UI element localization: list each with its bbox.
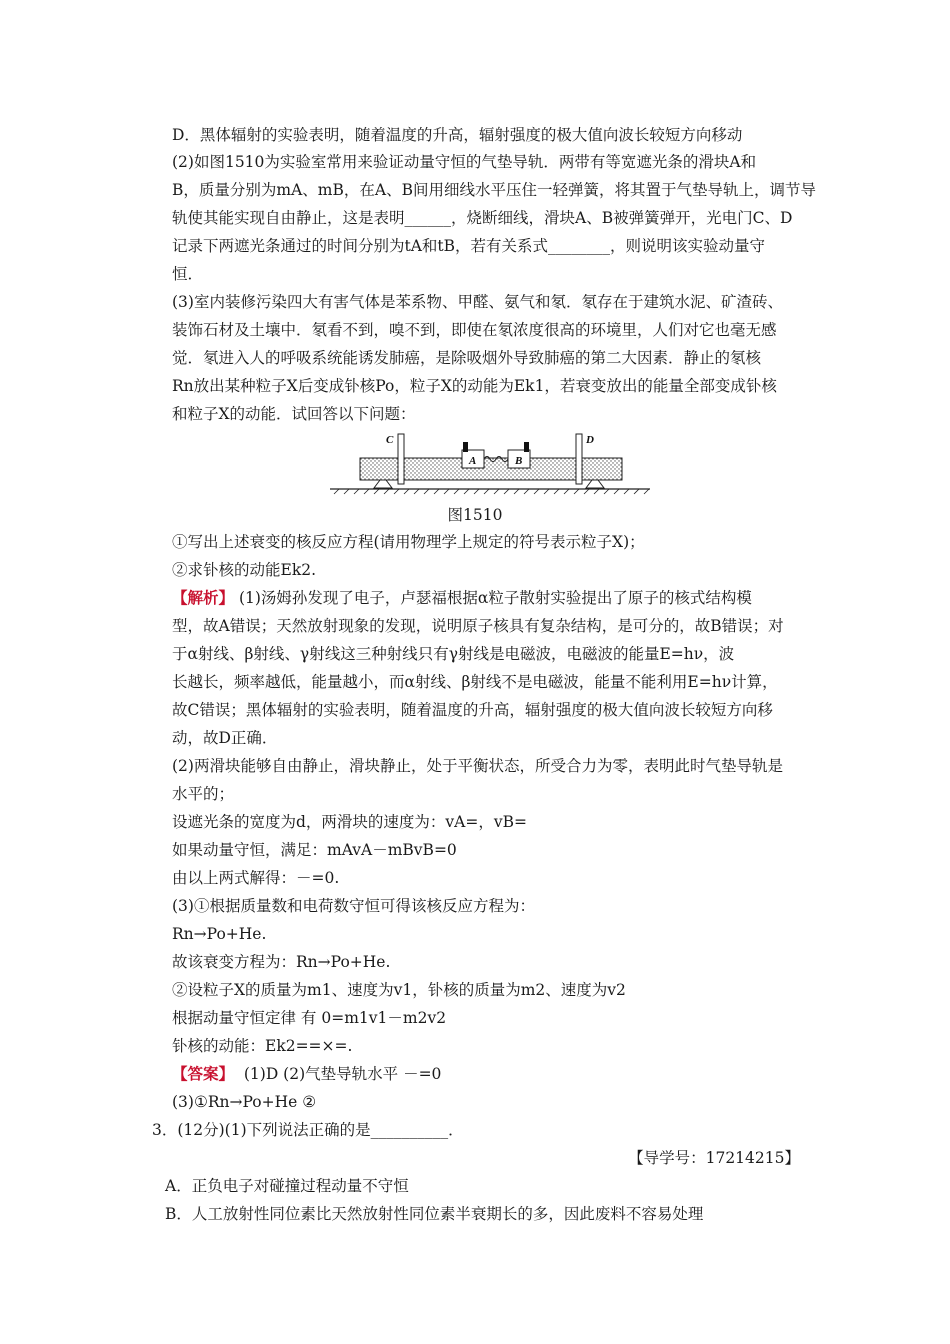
analysis-line: 如果动量守恒，满足：mAvA－mBvB=0 [172, 841, 457, 859]
label-c: C [386, 434, 394, 446]
answer-line: (3)①Rn→Po+He ② [172, 1093, 317, 1111]
label-b: B [515, 455, 523, 467]
text-line: 轨使其能实现自由静止，这是表明______，烧断细线，滑块A、B被弹簧弹开，光电门C、D [172, 209, 793, 227]
answer-text: (1)D (2)气垫导轨水平 －=0 [243, 1065, 442, 1083]
label-a: A [469, 455, 477, 467]
analysis-line: (2)两滑块能够自由静止，滑块静止，处于平衡状态，所受合力为零，表明此时气垫导轨是 [172, 757, 783, 775]
answer-tag: 【答案】 [172, 1064, 235, 1083]
analysis-line [172, 588, 752, 608]
label-d: D [586, 434, 594, 446]
analysis-line: 于α射线、β射线、γ射线这三种射线只有γ射线是电磁波，电磁波的能量E=hν，波 [172, 645, 735, 663]
guide-number: 【导学号：17214215】 [628, 1149, 800, 1167]
figure-caption: 图1510 [447, 506, 503, 524]
analysis-tag: 【解析】 [172, 588, 235, 607]
analysis-line: 设遮光条的宽度为d，两滑块的速度为：vA=，vB= [172, 813, 527, 831]
analysis-line: 根据动量守恒定律 有 0=m1v1－m2v2 [172, 1009, 447, 1027]
text-line: (2)如图1510为实验室常用来验证动量守恒的气垫导轨．两带有等宽遮光条的滑块A和 [172, 153, 757, 171]
text-line: 觉．氡进入人的呼吸系统能诱发肺癌，是除吸烟外导致肺癌的第二大因素．静止的氡核 [172, 349, 762, 367]
analysis-line: 由以上两式解得：－=0. [172, 869, 340, 887]
text-line: 恒． [172, 265, 204, 283]
analysis-line: 长越长，频率越低，能量越小，而α射线、β射线不是电磁波，能量不能利用E=hν计算， [172, 673, 778, 691]
text-line: B，质量分别为mA、mB，在A、B间用细线水平压住一轻弹簧，将其置于气垫导轨上，调节导 [172, 181, 816, 199]
option-a: A．正负电子对碰撞过程动量不守恒 [165, 1177, 409, 1195]
analysis-line: 钋核的动能：Ek2==×=. [172, 1037, 353, 1055]
analysis-line: (3)①根据质量数和电荷数守恒可得该核反应方程为： [172, 897, 535, 915]
analysis-text: (1)汤姆孙发现了电子，卢瑟福根据α粒子散射实验提出了原子的核式结构模 [238, 589, 752, 607]
analysis-line: 水平的； [172, 785, 235, 803]
option-b: B．人工放射性同位素比天然放射性同位素半衰期长的多，因此废料不容易处理 [165, 1205, 704, 1223]
analysis-line: 动，故D正确． [172, 729, 278, 747]
text-line: 记录下两遮光条通过的时间分别为tA和tB，若有关系式________，则说明该实验动量守 [172, 237, 766, 255]
air-track-figure [330, 428, 650, 498]
analysis-line: ②设粒子X的质量为m1、速度为v1，钋核的质量为m2、速度为v2 [172, 981, 626, 999]
text-line: Rn放出某种粒子X后变成钋核Po，粒子X的动能为Ek1，若衰变放出的能量全部变成钋核 [172, 377, 777, 395]
answer-line [172, 1064, 441, 1084]
analysis-line: 故C错误；黑体辐射的实验表明，随着温度的升高，辐射强度的极大值向波长较短方向移 [172, 701, 773, 719]
question-line: ①写出上述衰变的核反应方程(请用物理学上规定的符号表示粒子X)； [172, 533, 645, 551]
text-line: (3)室内装修污染四大有害气体是苯系物、甲醛、氨气和氡．氡存在于建筑水泥、矿渣砖、 [172, 293, 783, 311]
text-line: 和粒子X的动能．试回答以下问题： [172, 405, 416, 423]
question-3-line: 3．(12分)(1)下列说法正确的是__________． [152, 1121, 464, 1139]
question-line: ②求钋核的动能Ek2. [172, 561, 316, 579]
analysis-line: 故该衰变方程为：Rn→Po+He. [172, 953, 391, 971]
analysis-line: Rn→Po+He. [172, 925, 267, 943]
text-line: D．黑体辐射的实验表明，随着温度的升高，辐射强度的极大值向波长较短方向移动 [172, 126, 743, 144]
analysis-line: 型，故A错误；天然放射现象的发现，说明原子核具有复杂结构，是可分的，故B错误；对 [172, 617, 784, 635]
text-line: 装饰石材及土壤中．氡看不到，嗅不到，即使在氡浓度很高的环境里，人们对它也毫无感 [172, 321, 777, 339]
